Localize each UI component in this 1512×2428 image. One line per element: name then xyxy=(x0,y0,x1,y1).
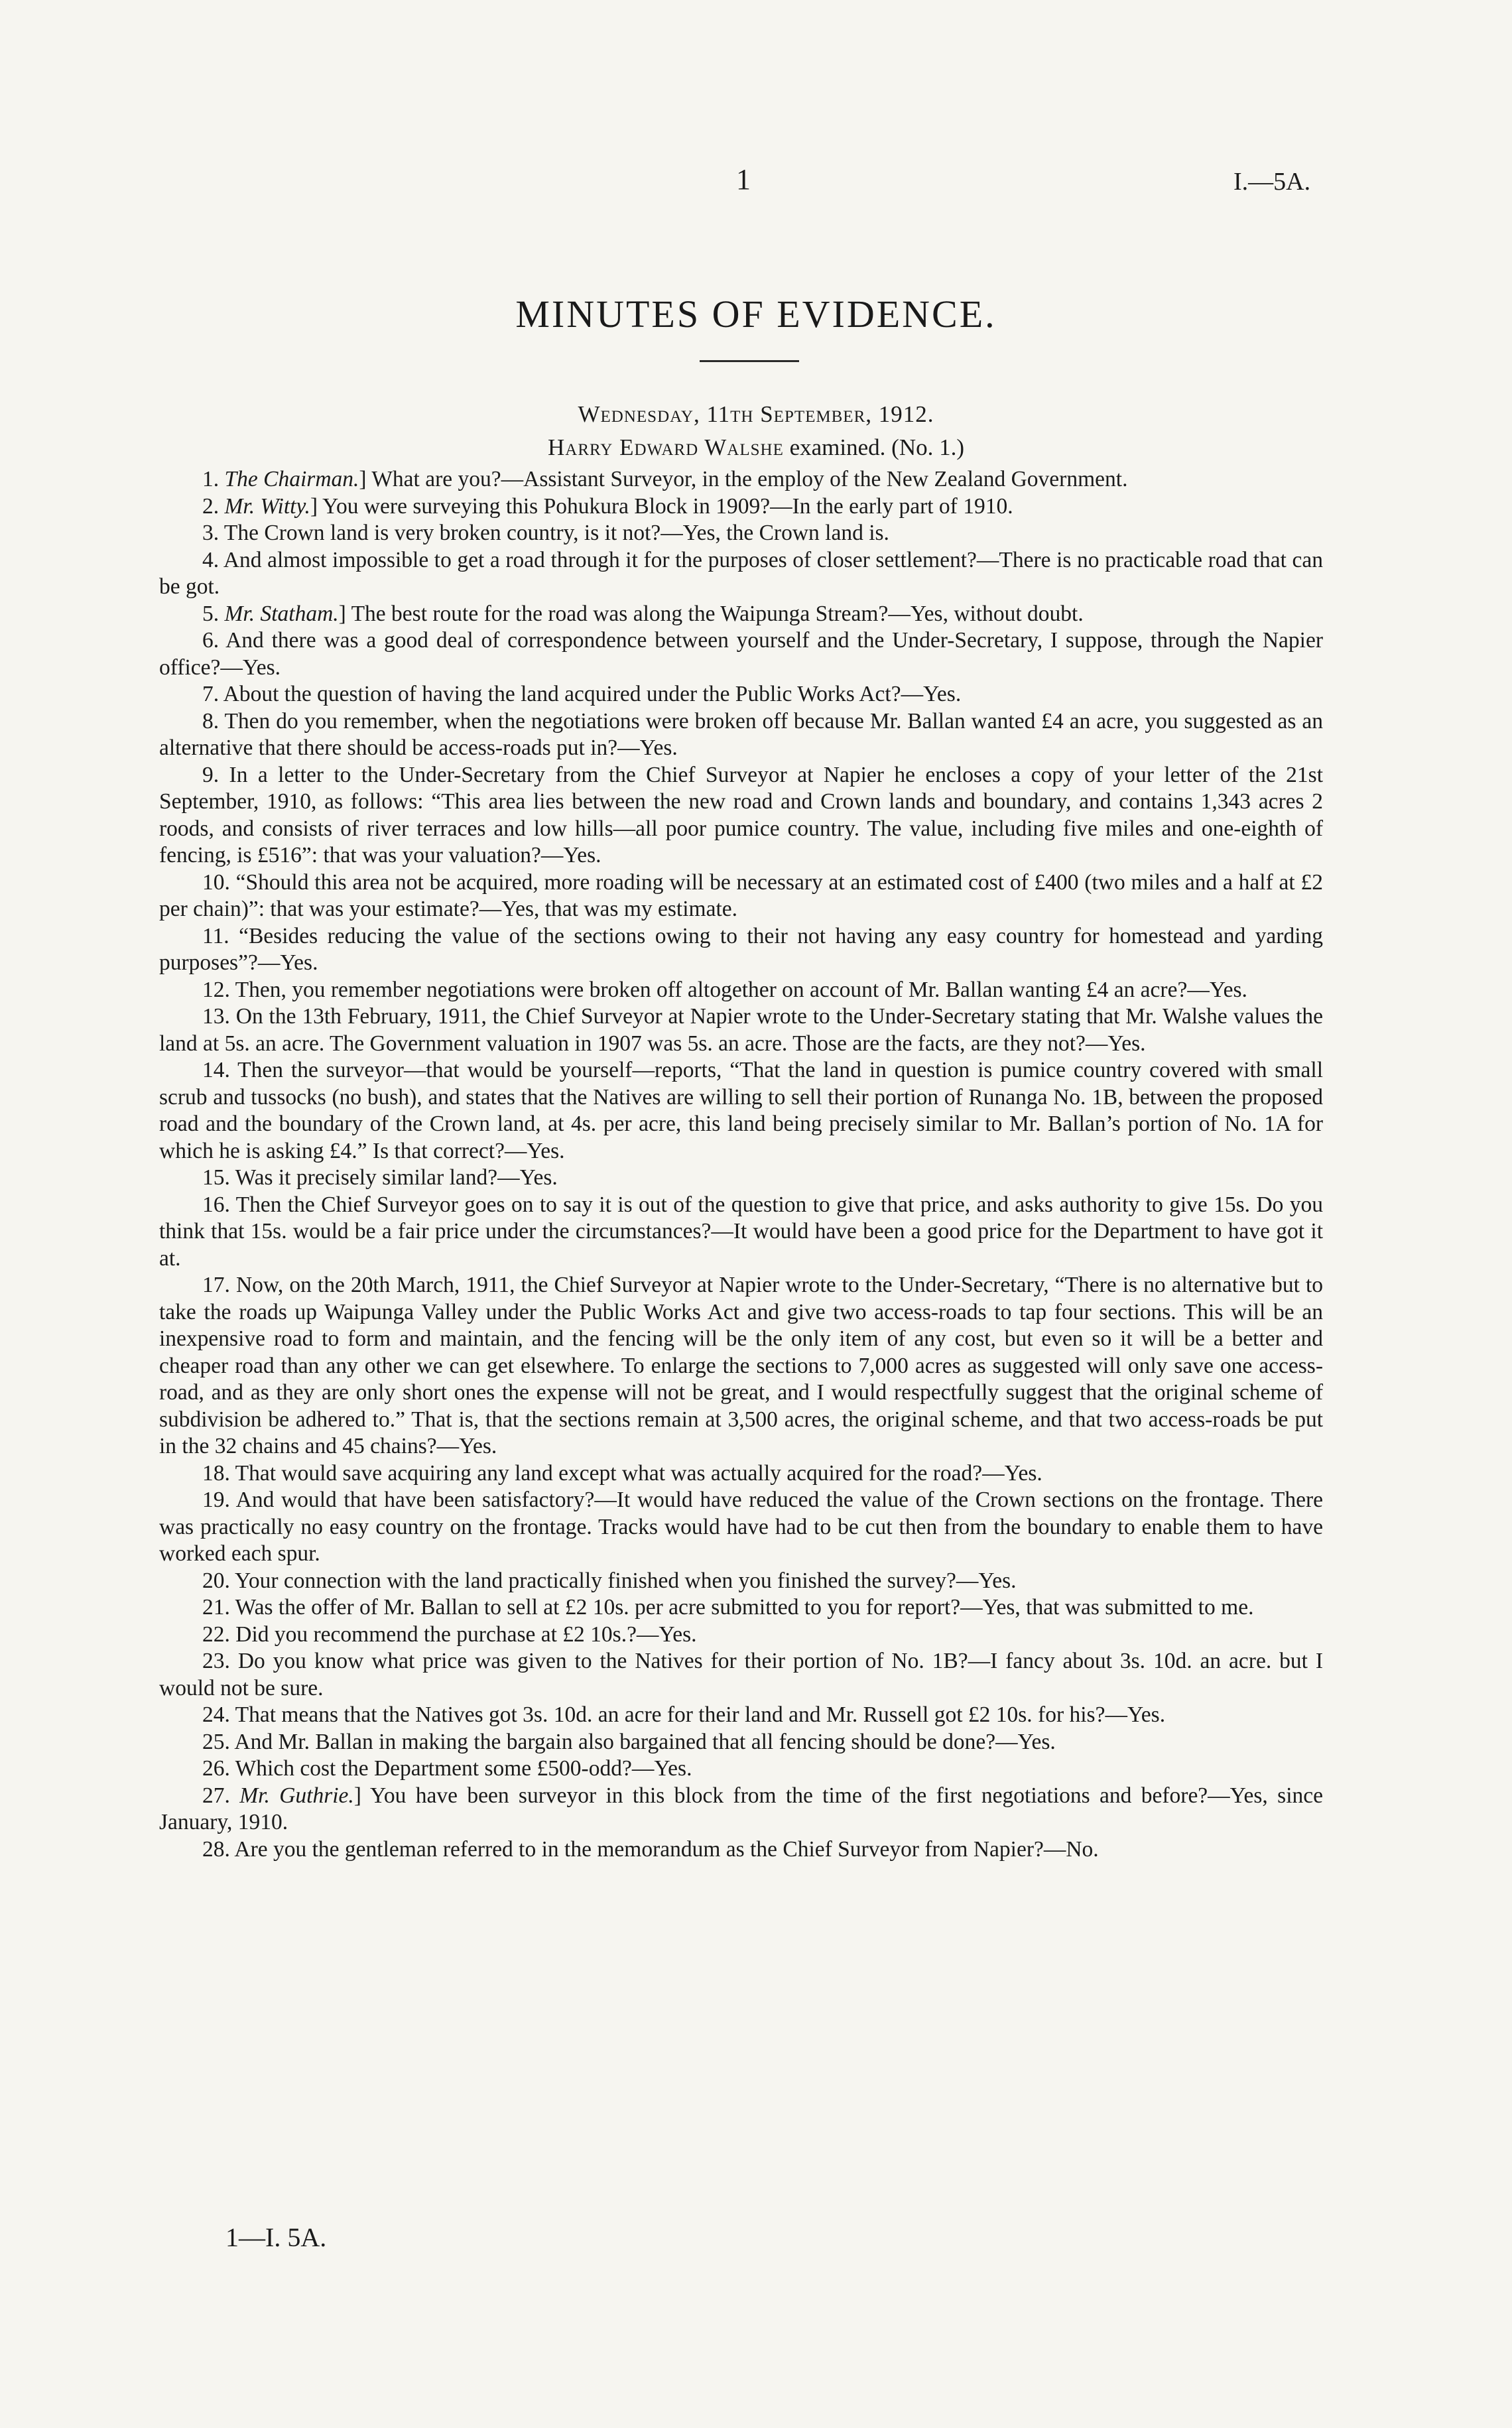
question-text: Do you know what price was given to the Natives for their portion of No. 1B?—I fancy about 3s. 10d. an acre. but I would not be sure. xyxy=(159,1649,1324,1700)
question-number: 15. xyxy=(202,1165,230,1190)
question-10 xyxy=(159,869,1323,923)
question-6 xyxy=(159,627,1323,681)
question-number: 3. xyxy=(202,521,220,545)
question-number: 12. xyxy=(202,977,230,1002)
session-date: Wednesday, 11th September, 1912. xyxy=(578,401,934,427)
question-22 xyxy=(159,1622,1323,1649)
question-text: Are you the gentleman referred to in the memorandum as the Chief Surveyor from Napier?—No. xyxy=(234,1836,1099,1862)
question-24 xyxy=(159,1702,1323,1729)
question-text: Did you recommend the purchase at £2 10s.?—Yes. xyxy=(235,1622,697,1647)
question-text: In a letter to the Under-Secretary from the Chief Surveyor at Napier he encloses a copy of your letter of the 21st September, 1910, as follows: “This area lies between the new road and Crown lands and boundary, and contains 1,343 acres 2 roods, and consists of river terraces and low hills—all poor pumice country. The value, including five miles and one-eighth of fencing, is £516”: that was your valuation?—Yes. xyxy=(159,762,1323,867)
question-number: 11. xyxy=(202,923,229,948)
question-number: 4. xyxy=(202,547,220,572)
question-12 xyxy=(159,977,1323,1004)
question-17 xyxy=(159,1272,1323,1460)
question-text: And almost impossible to get a road through it for the purposes of closer settlement?—There is no practicable road that can be got. xyxy=(159,547,1323,599)
question-text: And would that have been satisfactory?—It would have reduced the value of the Crown sections on the frontage. There was practically no easy country on the frontage. Tracks would have had to be cut then from the boundary to enable them to have worked each spur. xyxy=(159,1488,1323,1566)
question-number: 26. xyxy=(202,1756,230,1781)
question-25 xyxy=(159,1729,1323,1756)
question-text: Was it precisely similar land?—Yes. xyxy=(235,1165,558,1190)
question-text: Was the offer of Mr. Ballan to sell at £2 10s. per acre submitted to you for report?—Yes, that was submitted to me. xyxy=(235,1595,1254,1620)
question-text: Then the surveyor—that would be yourself—reports, “That the land in question is pumice country covered with small scrub and tussocks (no bush), and states that the Natives are willing to sell their portion of Runanga No. 1B, between the proposed road and the boundary of the Crown land, at 4s. per acre, this land being precisely similar to Mr. Ballan’s portion of No. 1A for which he is asking £4.” Is that correct?—Yes. xyxy=(159,1058,1323,1163)
question-20 xyxy=(159,1568,1323,1595)
question-13 xyxy=(159,1003,1323,1057)
question-15 xyxy=(159,1165,1323,1192)
question-number: 19. xyxy=(202,1488,230,1512)
question-4 xyxy=(159,547,1323,601)
question-number: 17. xyxy=(202,1273,230,1297)
evidence-body xyxy=(159,466,1323,1863)
question-2 xyxy=(159,493,1323,521)
question-text: And Mr. Ballan in making the bargain also bargained that all fencing should be done?—Yes. xyxy=(234,1729,1056,1754)
witness-suffix: examined. (No. 1.) xyxy=(783,434,964,460)
question-text: About the question of having the land acquired under the Public Works Act?—Yes. xyxy=(223,682,962,706)
question-number: 14. xyxy=(202,1058,230,1082)
question-21 xyxy=(159,1594,1323,1622)
question-number: 5. xyxy=(202,601,220,626)
question-28 xyxy=(159,1836,1323,1864)
question-number: 28. xyxy=(202,1836,230,1862)
question-text: Your connection with the land practically finished when you finished the survey?—Yes. xyxy=(235,1568,1017,1593)
question-number: 16. xyxy=(202,1192,230,1217)
question-text: That would save acquiring any land except what was actually acquired for the road?—Yes. xyxy=(235,1460,1042,1486)
question-number: 21. xyxy=(202,1595,230,1620)
question-number: 1. xyxy=(202,467,220,491)
question-19 xyxy=(159,1487,1323,1568)
question-number: 9. xyxy=(202,762,220,787)
question-text: ] You were surveying this Pohukura Block in 1909?—In the early part of 1910. xyxy=(310,493,1013,519)
question-text: ] You have been surveyor in this block from the time of the first negotiations and before?—Yes, since January, 1910. xyxy=(159,1783,1323,1834)
page-number: 1 xyxy=(736,163,751,196)
question-number: 24. xyxy=(202,1702,230,1727)
question-11 xyxy=(159,923,1323,977)
question-number: 27. xyxy=(202,1783,230,1808)
question-16 xyxy=(159,1192,1323,1273)
speaker-name: The Chairman. xyxy=(224,467,359,491)
question-9 xyxy=(159,762,1323,869)
speaker-name: Mr. Statham. xyxy=(224,601,339,626)
witness-name: Harry Edward Walshe xyxy=(548,434,784,460)
speaker-name: Mr. Witty. xyxy=(224,493,310,519)
question-text: Which cost the Department some £500-odd?—Yes. xyxy=(235,1756,692,1781)
question-text: And there was a good deal of correspondence between yourself and the Under-Secretary, I suppose, through the Napier office?—Yes. xyxy=(159,628,1323,680)
question-text: ] What are you?—Assistant Surveyor, in the employ of the New Zealand Government. xyxy=(359,467,1128,491)
question-text: Then, you remember negotiations were broken off altogether on account of Mr. Ballan wanting £4 an acre?—Yes. xyxy=(235,977,1247,1002)
question-18 xyxy=(159,1460,1323,1488)
question-text: “Should this area not be acquired, more roading will be necessary at an estimated cost of £400 (two miles and a half at £2 per chain)”: that was your estimate?—Yes, that was my estimate. xyxy=(159,869,1324,921)
question-text: Now, on the 20th March, 1911, the Chief Surveyor at Napier wrote to the Under-Secretary, “There is no alternative but to take the roads up Waipunga Valley under the Public Works Act and give two access-roads to tap four sections. This will be an inexpensive road to form and maintain, and the fencing will be the only item of any cost, but even so it will be a better and cheaper road than any other we can get elsewhere. To enlarge the sections to 7,000 acres as suggested will only save one access-road, and as they are only short ones the expense will not be great, and I would respectfully suggest that the original scheme of subdivision be adhered to.” That is, that the sections remain at 3,500 acres, the original scheme, and that two access-roads be put in the 32 chains and 45 chains?—Yes. xyxy=(159,1273,1324,1458)
question-number: 20. xyxy=(202,1568,230,1593)
question-5 xyxy=(159,601,1323,628)
question-1 xyxy=(159,466,1323,493)
question-text: That means that the Natives got 3s. 10d. an acre for their land and Mr. Russell got £2 10s. for his?—Yes. xyxy=(235,1702,1166,1727)
witness-line xyxy=(0,434,1512,461)
question-27 xyxy=(159,1783,1323,1836)
question-8 xyxy=(159,708,1323,762)
question-text: “Besides reducing the value of the sections owing to their not having any easy country for homestead and yarding purposes”?—Yes. xyxy=(159,923,1323,975)
question-text: On the 13th February, 1911, the Chief Surveyor at Napier wrote to the Under-Secretary stating that Mr. Walshe values the land at 5s. an acre. The Government valuation in 1907 was 5s. an acre. Those are the facts, are they not?—Yes. xyxy=(159,1004,1324,1056)
speaker-name: Mr. Guthrie. xyxy=(239,1783,354,1808)
page-footer: 1—I. 5A. xyxy=(225,2222,327,2252)
question-number: 8. xyxy=(202,708,220,734)
question-text: ] The best route for the road was along the Waipunga Stream?—Yes, without doubt. xyxy=(338,601,1084,626)
question-number: 23. xyxy=(202,1649,230,1673)
question-text: Then do you remember, when the negotiations were broken off because Mr. Ballan wanted £4 an acre, you suggested as an alternative that there should be access-roads put in?—Yes. xyxy=(159,708,1323,760)
question-number: 18. xyxy=(202,1460,230,1486)
question-number: 2. xyxy=(202,493,220,519)
question-3 xyxy=(159,520,1323,547)
title-divider xyxy=(700,360,799,362)
question-23 xyxy=(159,1648,1323,1702)
question-7 xyxy=(159,681,1323,708)
question-number: 7. xyxy=(202,682,220,706)
question-14 xyxy=(159,1057,1323,1165)
question-number: 25. xyxy=(202,1729,230,1754)
question-number: 13. xyxy=(202,1004,230,1029)
question-number: 10. xyxy=(202,869,230,895)
question-text: Then the Chief Surveyor goes on to say it is out of the question to give that price, and asks authority to give 15s. Do you think that 15s. would be a fair price under the circumstances?—It would have been a good price for the Department to have got it at. xyxy=(159,1192,1323,1271)
document-reference: I.—5A. xyxy=(1233,168,1311,196)
page-title: MINUTES OF EVIDENCE. xyxy=(515,292,997,336)
question-26 xyxy=(159,1756,1323,1783)
question-text: The Crown land is very broken country, is it not?—Yes, the Crown land is. xyxy=(223,521,889,545)
question-number: 22. xyxy=(202,1622,230,1647)
question-number: 6. xyxy=(202,628,220,653)
